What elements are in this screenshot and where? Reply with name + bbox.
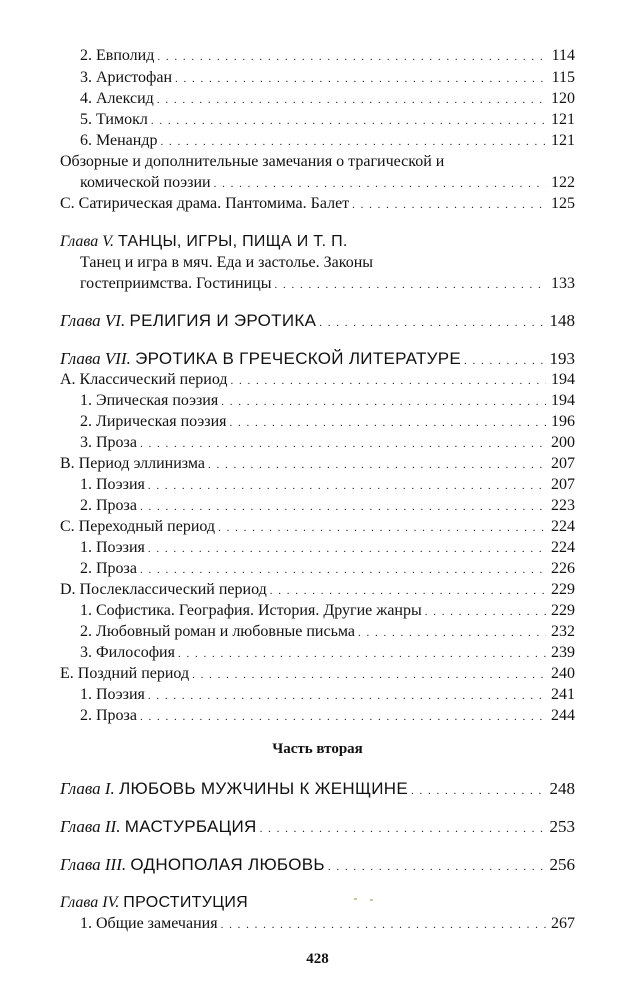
page-number: 121 [551, 111, 575, 128]
dot-leader [231, 372, 546, 391]
page-number: 148 [549, 311, 575, 330]
page-number: 244 [551, 707, 575, 724]
toc-entry [80, 496, 575, 515]
page-number: 256 [549, 855, 575, 874]
toc-entry-line: Танец и игра в мяч. Еда и застолье. Законы [80, 254, 374, 271]
entry-title: 2. Проза [80, 707, 137, 724]
entry-title: 1. Общие замечания [80, 915, 218, 932]
entry-title: 5. Тимокл [80, 111, 148, 128]
page-number: 253 [549, 817, 575, 836]
toc-entry [80, 559, 575, 578]
entry-title: 3. Философия [80, 644, 175, 661]
dot-leader [328, 858, 546, 877]
chapter-label: Глава III. [60, 855, 127, 874]
toc-entry [80, 643, 575, 662]
chapter-heading [60, 817, 257, 836]
page-number: 207 [551, 476, 575, 493]
page-number: 229 [551, 581, 575, 598]
entry-title: D. Послеклассический период [60, 581, 267, 598]
toc-entry [80, 110, 575, 129]
dot-leader [148, 477, 546, 496]
page-number: 248 [549, 779, 575, 798]
toc-entry [60, 370, 575, 389]
chapter-heading [60, 779, 408, 798]
entry-title: 1. Поэзия [80, 476, 145, 493]
toc-entry [60, 580, 575, 599]
entry-title: С. Переходный период [60, 518, 216, 535]
toc-entry [80, 89, 575, 108]
chapter-entry [60, 779, 575, 798]
dot-leader [148, 687, 546, 706]
toc-entry [80, 914, 575, 933]
chapter-heading [60, 893, 248, 912]
chapter-entry [60, 349, 575, 368]
page-number: 207 [551, 455, 575, 472]
dot-leader [140, 561, 546, 580]
toc-entry-line: Обзорные и дополнительные замечания о трагической и [60, 153, 445, 170]
toc-entry [80, 131, 575, 150]
page-number: 194 [551, 392, 575, 409]
dot-leader [157, 48, 546, 67]
toc-entry [80, 46, 575, 65]
chapter-title: ОДНОПОЛАЯ ЛЮБОВЬ [130, 855, 325, 874]
toc-entry [80, 685, 575, 704]
page-number: 114 [551, 47, 575, 64]
chapter-label: Глава VI. [60, 311, 126, 330]
dot-leader [208, 456, 546, 475]
toc-entry [80, 475, 575, 494]
dot-leader [192, 666, 546, 685]
toc-entry [60, 454, 575, 473]
chapter-entry [60, 817, 575, 836]
toc-entry [80, 391, 575, 410]
dot-leader [214, 175, 546, 194]
page-number: 125 [551, 195, 575, 212]
dot-leader [140, 435, 546, 454]
page-number: 122 [551, 174, 575, 191]
entry-title: 2. Любовный роман и любовные письма [80, 623, 355, 640]
chapter-label: Глава II. [60, 817, 121, 836]
dot-leader [148, 540, 546, 559]
dot-leader [411, 782, 546, 801]
dot-leader [157, 91, 546, 110]
entry-title: А. Классический период [60, 371, 228, 388]
dot-leader [218, 519, 546, 538]
entry-title: 1. Поэзия [80, 686, 145, 703]
dot-leader [464, 352, 546, 371]
entry-title: 1. Поэзия [80, 539, 145, 556]
dot-leader [140, 708, 546, 727]
toc-entry [80, 173, 575, 192]
page-folio: 428 [306, 951, 329, 967]
part-heading: Часть вторая [272, 741, 363, 757]
dot-leader [274, 276, 546, 295]
page-number: 241 [551, 686, 575, 703]
chapter-entry [60, 855, 575, 874]
toc-entry [60, 664, 575, 683]
chapter-title: МАСТУРБАЦИЯ [124, 817, 257, 836]
page-number: 226 [551, 560, 575, 577]
dot-leader [175, 70, 546, 89]
chapter-title: ТАНЦЫ, ИГРЫ, ПИЩА И Т. П. [117, 233, 348, 250]
entry-title: 2. Евполид [80, 47, 155, 64]
toc-entry [60, 517, 575, 536]
chapter-heading [60, 232, 348, 251]
page-number: 229 [551, 602, 575, 619]
dot-leader [160, 133, 546, 152]
page-number: 224 [551, 518, 575, 535]
entry-title: 3. Аристофан [80, 69, 173, 86]
chapter-title: ЛЮБОВЬ МУЖЧИНЫ К ЖЕНЩИНЕ [119, 779, 408, 798]
dot-leader [151, 112, 546, 131]
chapter-title: ЭРОТИКА В ГРЕЧЕСКОЙ ЛИТЕРАТУРЕ [135, 349, 462, 368]
dot-leader [221, 393, 546, 412]
toc-entry [60, 194, 575, 213]
entry-title: комической поэзии [80, 174, 211, 191]
toc-entry [80, 274, 575, 293]
print-speck [370, 899, 373, 901]
page-number: 267 [551, 915, 575, 932]
toc-entry [80, 433, 575, 452]
dot-leader [140, 498, 546, 517]
page-number: 120 [551, 90, 575, 107]
dot-leader [425, 603, 546, 622]
dot-leader [260, 820, 546, 839]
dot-leader [178, 645, 546, 664]
page-number: 121 [551, 132, 575, 149]
page-number: 133 [551, 275, 575, 292]
page-number: 232 [551, 623, 575, 640]
dot-leader [358, 624, 546, 643]
chapter-heading [60, 349, 461, 368]
dot-leader [221, 916, 546, 935]
chapter-label: Глава V. [60, 233, 114, 250]
chapter-label: Глава I. [60, 779, 115, 798]
entry-title: гостеприимства. Гостиницы [80, 275, 272, 292]
page-number: 224 [551, 539, 575, 556]
entry-title: 1. Эпическая поэзия [80, 392, 219, 409]
chapter-title: РЕЛИГИЯ И ЭРОТИКА [129, 311, 317, 330]
toc-entry [80, 68, 575, 87]
entry-title: 1. Софистика. География. История. Другие жанры [80, 602, 422, 619]
page-number: 239 [551, 644, 575, 661]
page-number: 196 [551, 413, 575, 430]
entry-title: 3. Проза [80, 434, 137, 451]
entry-title: Е. Поздний период [60, 665, 190, 682]
page-number: 223 [551, 497, 575, 514]
print-speck [354, 898, 357, 900]
toc-entry [80, 622, 575, 641]
chapter-label: Глава IV. [60, 894, 120, 911]
page-number: 115 [551, 69, 575, 86]
entry-title: С. Сатирическая драма. Пантомима. Балет [60, 195, 350, 212]
page-number: 194 [551, 371, 575, 388]
toc-entry [80, 706, 575, 725]
chapter-heading [60, 855, 325, 874]
entry-title: 2. Лирическая поэзия [80, 413, 227, 430]
entry-title: В. Период эллинизма [60, 455, 206, 472]
chapter-entry [60, 311, 575, 330]
toc-entry [80, 538, 575, 557]
dot-leader [270, 582, 546, 601]
dot-leader [352, 196, 546, 215]
dot-leader [229, 414, 546, 433]
entry-title: 4. Алексид [80, 90, 154, 107]
toc-entry [80, 412, 575, 431]
page-number: 193 [549, 349, 575, 368]
entry-title: 6. Менандр [80, 132, 158, 149]
dot-leader [319, 314, 546, 333]
page-number: 240 [551, 665, 575, 682]
chapter-title: ПРОСТИТУЦИЯ [123, 894, 248, 911]
toc-entry [80, 601, 575, 620]
chapter-label: Глава VII. [60, 349, 131, 368]
chapter-heading [60, 311, 316, 330]
entry-title: 2. Проза [80, 560, 137, 577]
entry-title: 2. Проза [80, 497, 137, 514]
page-number: 200 [551, 434, 575, 451]
